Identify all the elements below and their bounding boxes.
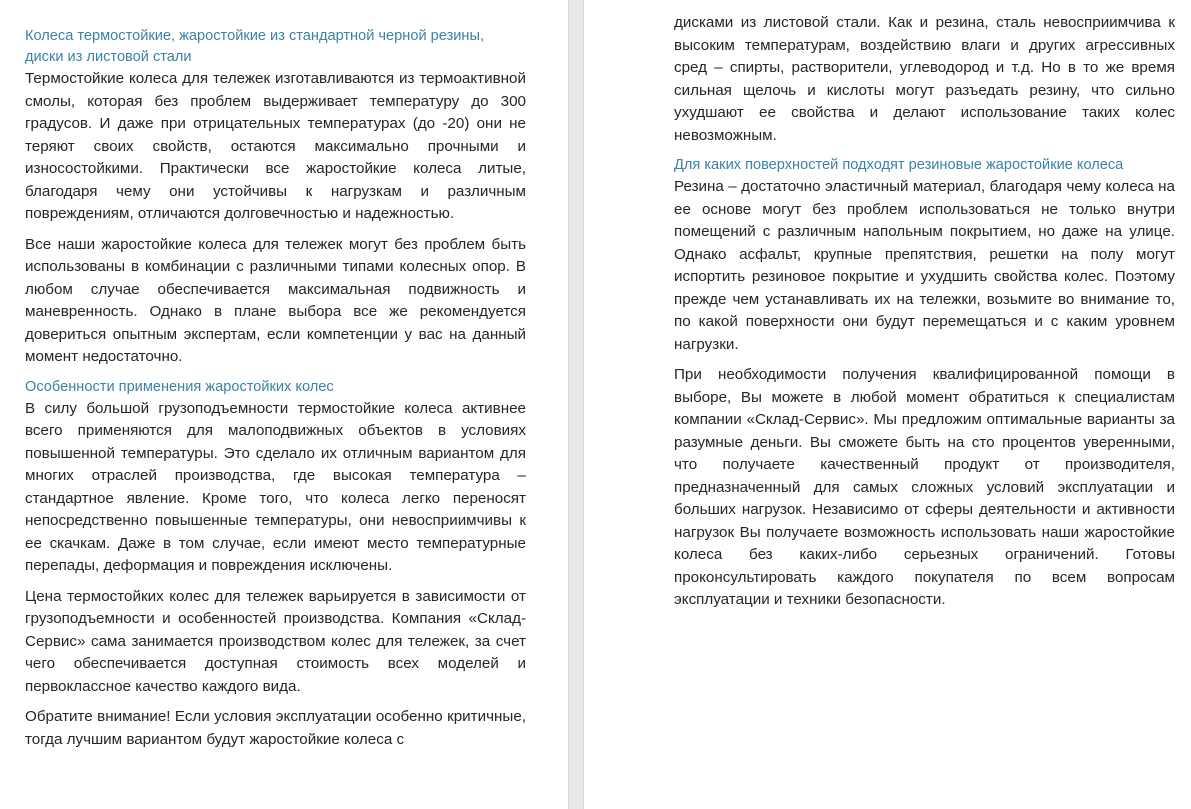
section-heading: Особенности применения жаростойких колес: [25, 378, 334, 395]
document-page-left: [25, 0, 526, 809]
page-right-content: [674, 12, 1175, 620]
section-heading: Для каких поверхностей подходят резиновые жаростойкие колеса: [674, 157, 1124, 173]
page-gap-edge-right: [583, 0, 584, 809]
paragraph: Все наши жаростойкие колеса для тележек могут без проблем быть использованы в комбинации с различными типами колесных опор. В любом случае обеспечивается максимальная подвижность и маневренность. Однако в плане выбора все же рекомендуется довериться опытным экспертам, если компетенции у вас на данный момент недостаточно.: [25, 235, 526, 365]
paragraph: В силу большой грузоподъемности термостойкие колеса активнее всего применяются для малоподвижных объектов в условиях повышенной температуры. Это сделало их отличным вариантом для многих отраслей производства, где высокая температура – стандартное явление. Кроме того, что колеса легко переносят непосредственно повышенные температуры, они невосприимчивы к ее скачкам. Даже в том случае, если имеют место температурные перепады, деформация и повреждения исключены.: [25, 399, 526, 574]
page-gap: [569, 0, 583, 809]
paragraph: При необходимости получения квалифицированной помощи в выборе, Вы можете в любой момент обратиться к специалистам компании «Склад-Сервис». Мы предложим оптимальные варианты за разумные деньги. Вы сможете быть на сто процентов уверенными, что получаете качественный продукт от производителя, предназначенный для самых сложных условий эксплуатации и больших нагрузок. Независимо от сферы деятельности и активности нагрузок Вы получаете возможность использовать наши жаростойкие колеса без каких-либо серьезных ограничений. Готовы проконсультировать каждого покупателя по всем вопросам эксплуатации и техники безопасности.: [674, 366, 1175, 608]
paragraph: Цена термостойких колес для тележек варьируется в зависимости от грузоподъемности и особенностей производства. Компания «Склад-Сервис» сама занимается производством колес для тележек, за счет чего обеспечивается доступная стоимость всех моделей и первоклассное качество каждого вида.: [25, 587, 526, 695]
paragraph: Резина – достаточно эластичный материал, благодаря чему колеса на ее основе могут без проблем использоваться не только внутри помещений с различным напольным покрытием, но даже на улице. Однако асфальт, крупные препятствия, решетки на полу могут испортить резиновое покрытие и ухудшить свойства колес. Поэтому прежде чем устанавливать их на тележки, возьмите во внимание то, по какой поверхности они будут перемещаться и с каким уровнем нагрузки.: [674, 178, 1175, 353]
document-page-right: [674, 0, 1175, 809]
section-heading: Колеса термостойкие, жаростойкие из стандартной черной резины, диски из листовой стали: [25, 28, 485, 65]
paragraph: Обратите внимание! Если условия эксплуатации особенно критичные, тогда лучшим вариантом будут жаростойкие колеса с: [25, 708, 526, 748]
paragraph: Термостойкие колеса для тележек изготавливаются из термоактивной смолы, которая без проблем выдерживает температуру до 300 градусов. И даже при отрицательных температурах (до -20) они не теряют своих свойств, остаются максимально прочными и износостойкими. Практически все жаростойкие колеса литые, благодаря чему они устойчивы к нагрузкам и различным повреждениям, отличаются долговечностью и надежностью.: [25, 70, 526, 222]
page-left-content: [25, 26, 526, 759]
paragraph: дисками из листовой стали. Как и резина, сталь невосприимчива к высоким температурам, воздействию влаги и других агрессивных сред – спирты, растворители, углеводород и т.д. Но в то же время сильная щелочь и кислоты могут разъедать резину, что сильно ухудшают ее свойства и делают использование таких колес невозможным.: [674, 14, 1175, 144]
